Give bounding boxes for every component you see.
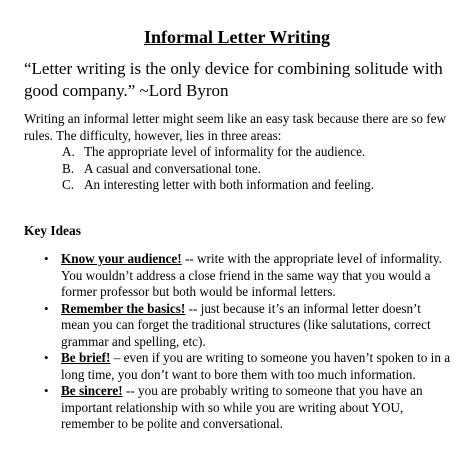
key-idea-lead: Be brief!	[61, 350, 111, 365]
areas-list	[24, 144, 468, 194]
area-marker: B.	[62, 160, 75, 176]
area-item	[62, 161, 468, 178]
area-text: A casual and conversational tone.	[84, 160, 261, 176]
bullet-icon: •	[44, 383, 49, 398]
area-item	[62, 177, 468, 194]
key-idea-item	[0, 251, 474, 301]
key-idea-text: -- you are probably writing to someone that you have an important relationship with so while you are writing about YOU, remember to be polite and conversational.	[61, 383, 423, 431]
key-ideas-heading: Key Ideas	[24, 223, 81, 238]
key-idea-text: -- just because it’s an informal letter doesn’t mean you can forget the traditional structures (like salutations, correct grammar and spelling, etc).	[61, 300, 431, 349]
key-idea-lead: Remember the basics!	[61, 300, 186, 316]
byron-quote: “Letter writing is the only device for combining solitude with good company.” ~Lord Byron	[24, 59, 443, 100]
key-idea-item	[0, 350, 474, 383]
area-marker: A.	[62, 144, 75, 159]
key-idea-lead: Be sincere!	[61, 383, 123, 398]
key-idea-text: -- write with the appropriate level of informality. You wouldn’t address a close friend in the same way that you would a former professor but both would be informal letters.	[61, 251, 442, 299]
key-ideas-list	[0, 251, 474, 433]
key-idea-item	[0, 301, 474, 351]
bullet-icon: •	[44, 350, 49, 365]
bullet-icon: •	[44, 300, 49, 316]
page-title: Informal Letter Writing	[144, 27, 330, 47]
key-idea-text: – even if you are writing to someone you haven’t spoken to in a long time, you don’t want to bore them with too much information.	[61, 350, 451, 382]
area-text: The appropriate level of informality for the audience.	[84, 144, 366, 159]
area-marker: C.	[62, 177, 75, 192]
area-item	[62, 144, 468, 161]
intro-section	[24, 111, 468, 194]
key-idea-lead: Know your audience!	[61, 251, 182, 266]
intro-paragraph: Writing an informal letter might seem like an easy task because there are so few rules. The difficulty, however, lies in three areas:	[24, 111, 447, 143]
area-text: An interesting letter with both information and feeling.	[84, 177, 375, 192]
bullet-icon: •	[44, 251, 49, 266]
key-idea-item	[0, 383, 474, 433]
